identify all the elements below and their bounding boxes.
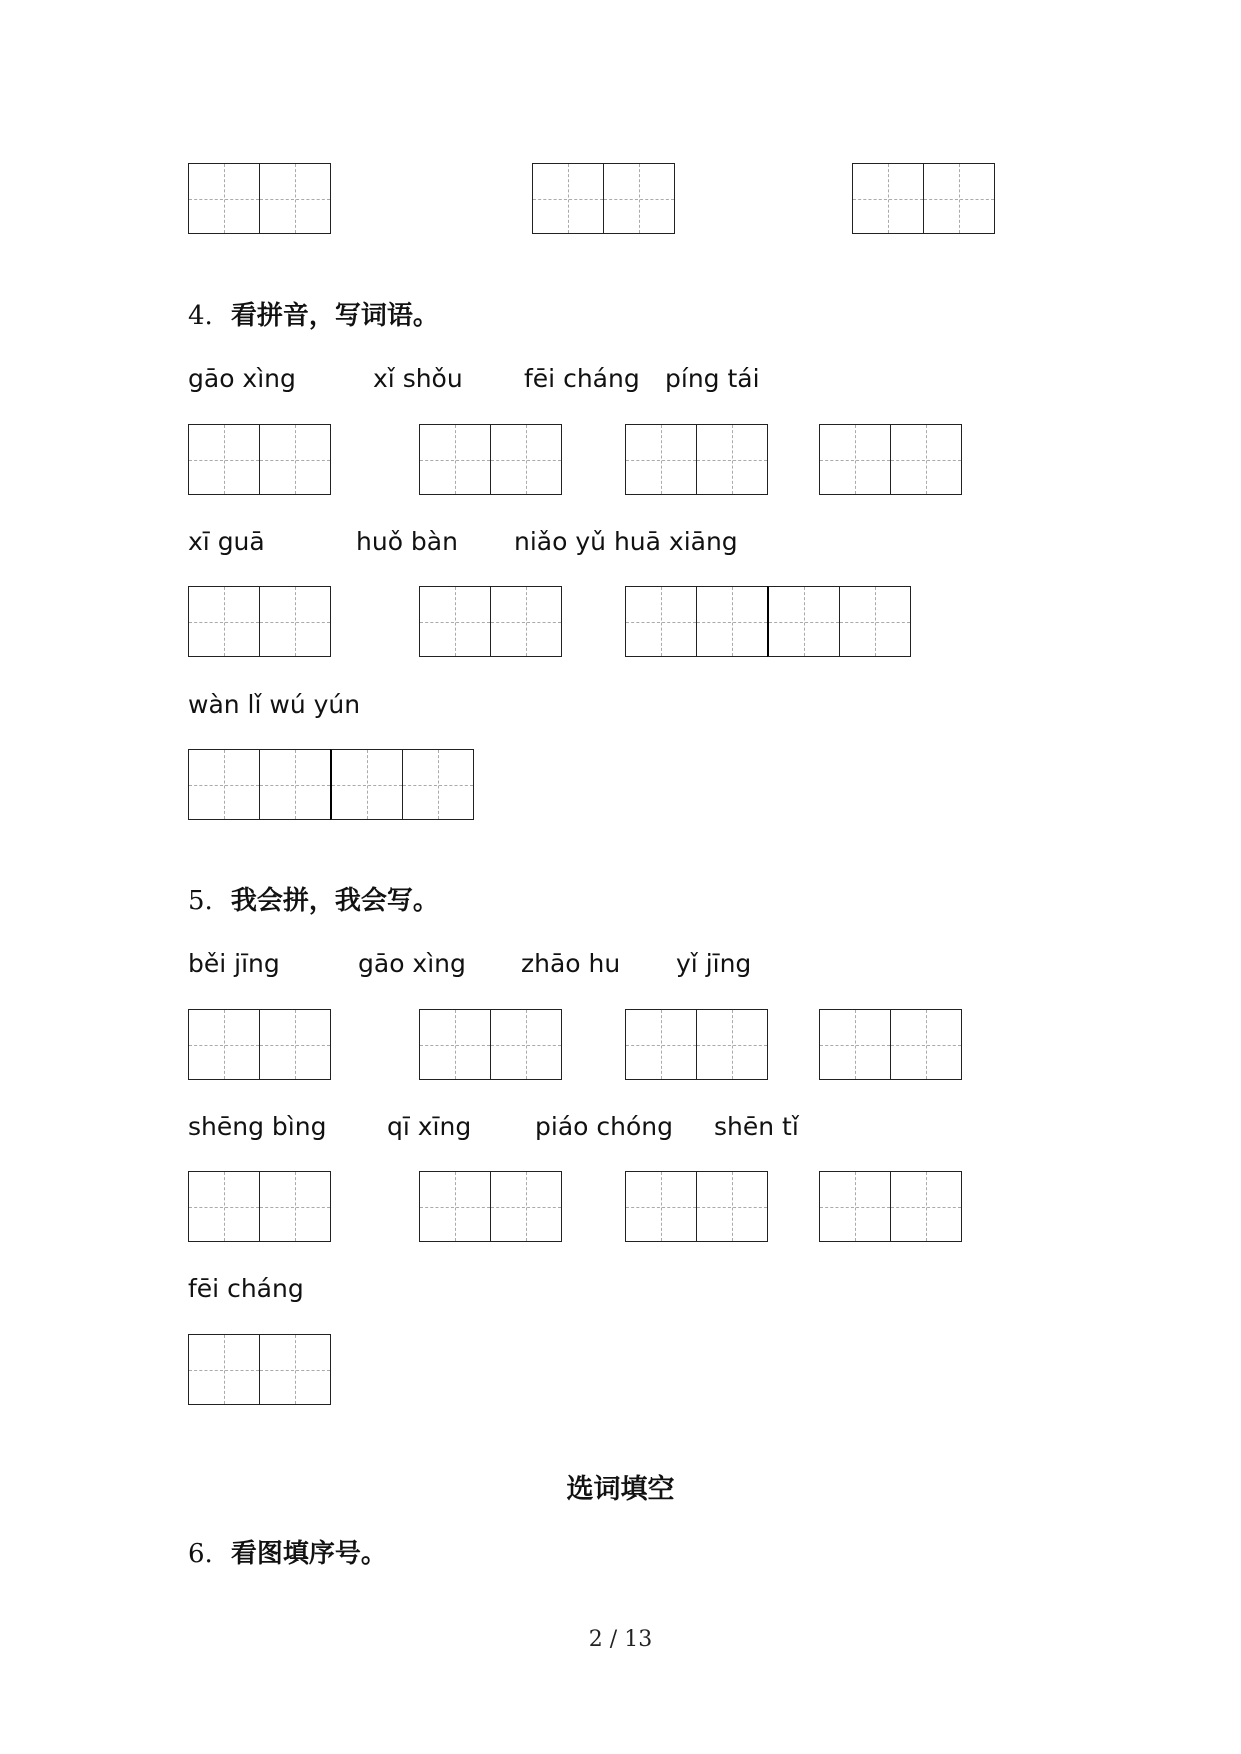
pinyin-prompt: qī xīng: [387, 1112, 472, 1141]
writing-cell[interactable]: [603, 163, 675, 234]
pinyin-prompt: shēng bìng: [188, 1112, 327, 1141]
writing-grid[interactable]: [188, 424, 331, 495]
pinyin-prompt: shēn tǐ: [714, 1112, 799, 1141]
writing-cell[interactable]: [490, 1009, 562, 1080]
writing-cell[interactable]: [259, 1334, 331, 1405]
writing-cell[interactable]: [188, 424, 259, 495]
question-text: 看拼音，写词语。: [230, 301, 439, 331]
writing-cell[interactable]: [819, 1171, 890, 1242]
writing-grid[interactable]: [188, 749, 474, 820]
writing-grid[interactable]: [625, 1009, 768, 1080]
writing-grid[interactable]: [819, 424, 962, 495]
writing-grid[interactable]: [819, 1009, 962, 1080]
question-number: 4.: [188, 301, 213, 331]
writing-cell[interactable]: [696, 424, 768, 495]
writing-cell[interactable]: [839, 586, 911, 657]
writing-cell[interactable]: [696, 1009, 768, 1080]
writing-grid[interactable]: [625, 586, 911, 657]
writing-cell[interactable]: [852, 163, 923, 234]
writing-cell[interactable]: [259, 1171, 331, 1242]
writing-cell[interactable]: [696, 586, 767, 657]
pinyin-prompt: yǐ jīng: [676, 949, 752, 978]
writing-grid[interactable]: [188, 1334, 331, 1405]
writing-cell[interactable]: [259, 424, 331, 495]
writing-cell[interactable]: [767, 586, 839, 657]
writing-cell[interactable]: [625, 1171, 696, 1242]
pinyin-prompt: wàn lǐ wú yún: [188, 690, 361, 719]
writing-cell[interactable]: [890, 424, 962, 495]
pinyin-prompt: niǎo yǔ huā xiāng: [514, 527, 738, 556]
writing-cell[interactable]: [819, 424, 890, 495]
writing-cell[interactable]: [419, 1171, 490, 1242]
question-number: 6.: [188, 1539, 213, 1569]
question-text: 我会拼，我会写。: [230, 886, 439, 916]
pinyin-prompt: xī guā: [188, 527, 265, 556]
writing-cell[interactable]: [188, 586, 259, 657]
question-text: 看图填序号。: [230, 1539, 387, 1569]
pinyin-prompt: xǐ shǒu: [373, 364, 463, 393]
question-number: 5.: [188, 886, 213, 916]
writing-grid[interactable]: [419, 586, 562, 657]
section-title: 选词填空: [566, 1474, 675, 1505]
writing-cell[interactable]: [490, 424, 562, 495]
writing-cell[interactable]: [532, 163, 603, 234]
pinyin-prompt: piáo chóng: [535, 1112, 673, 1141]
pinyin-prompt: píng tái: [665, 364, 760, 393]
question-4-title: [188, 295, 439, 332]
writing-cell[interactable]: [890, 1009, 962, 1080]
writing-grid[interactable]: [188, 1009, 331, 1080]
page-number: 2 / 13: [588, 1627, 653, 1652]
writing-cell[interactable]: [188, 749, 259, 820]
writing-grid[interactable]: [819, 1171, 962, 1242]
writing-cell[interactable]: [490, 1171, 562, 1242]
writing-grid[interactable]: [188, 163, 331, 234]
writing-cell[interactable]: [188, 1334, 259, 1405]
writing-cell[interactable]: [259, 586, 331, 657]
pinyin-prompt: fēi cháng: [524, 364, 640, 393]
pinyin-prompt: zhāo hu: [521, 949, 621, 978]
pinyin-prompt: huǒ bàn: [356, 527, 458, 556]
writing-cell[interactable]: [259, 1009, 331, 1080]
writing-grid[interactable]: [419, 424, 562, 495]
writing-grid[interactable]: [852, 163, 995, 234]
writing-grid[interactable]: [625, 424, 768, 495]
writing-cell[interactable]: [419, 586, 490, 657]
writing-cell[interactable]: [696, 1171, 768, 1242]
writing-grid[interactable]: [188, 586, 331, 657]
writing-grid[interactable]: [532, 163, 675, 234]
pinyin-prompt: gāo xìng: [358, 949, 466, 978]
writing-cell[interactable]: [923, 163, 995, 234]
pinyin-prompt: běi jīng: [188, 949, 280, 978]
question-6-title: [188, 1533, 387, 1570]
writing-cell[interactable]: [490, 586, 562, 657]
writing-cell[interactable]: [188, 1009, 259, 1080]
writing-cell[interactable]: [890, 1171, 962, 1242]
writing-grid[interactable]: [625, 1171, 768, 1242]
writing-grid[interactable]: [419, 1009, 562, 1080]
question-5-title: [188, 880, 439, 917]
writing-cell[interactable]: [402, 749, 474, 820]
writing-cell[interactable]: [625, 424, 696, 495]
writing-grid[interactable]: [188, 1171, 331, 1242]
writing-cell[interactable]: [419, 1009, 490, 1080]
pinyin-prompt: fēi cháng: [188, 1274, 304, 1303]
writing-cell[interactable]: [188, 163, 259, 234]
writing-cell[interactable]: [259, 749, 330, 820]
writing-cell[interactable]: [625, 586, 696, 657]
writing-cell[interactable]: [330, 749, 402, 820]
writing-cell[interactable]: [188, 1171, 259, 1242]
pinyin-prompt: gāo xìng: [188, 364, 296, 393]
writing-cell[interactable]: [259, 163, 331, 234]
writing-cell[interactable]: [419, 424, 490, 495]
writing-cell[interactable]: [625, 1009, 696, 1080]
writing-cell[interactable]: [819, 1009, 890, 1080]
writing-grid[interactable]: [419, 1171, 562, 1242]
